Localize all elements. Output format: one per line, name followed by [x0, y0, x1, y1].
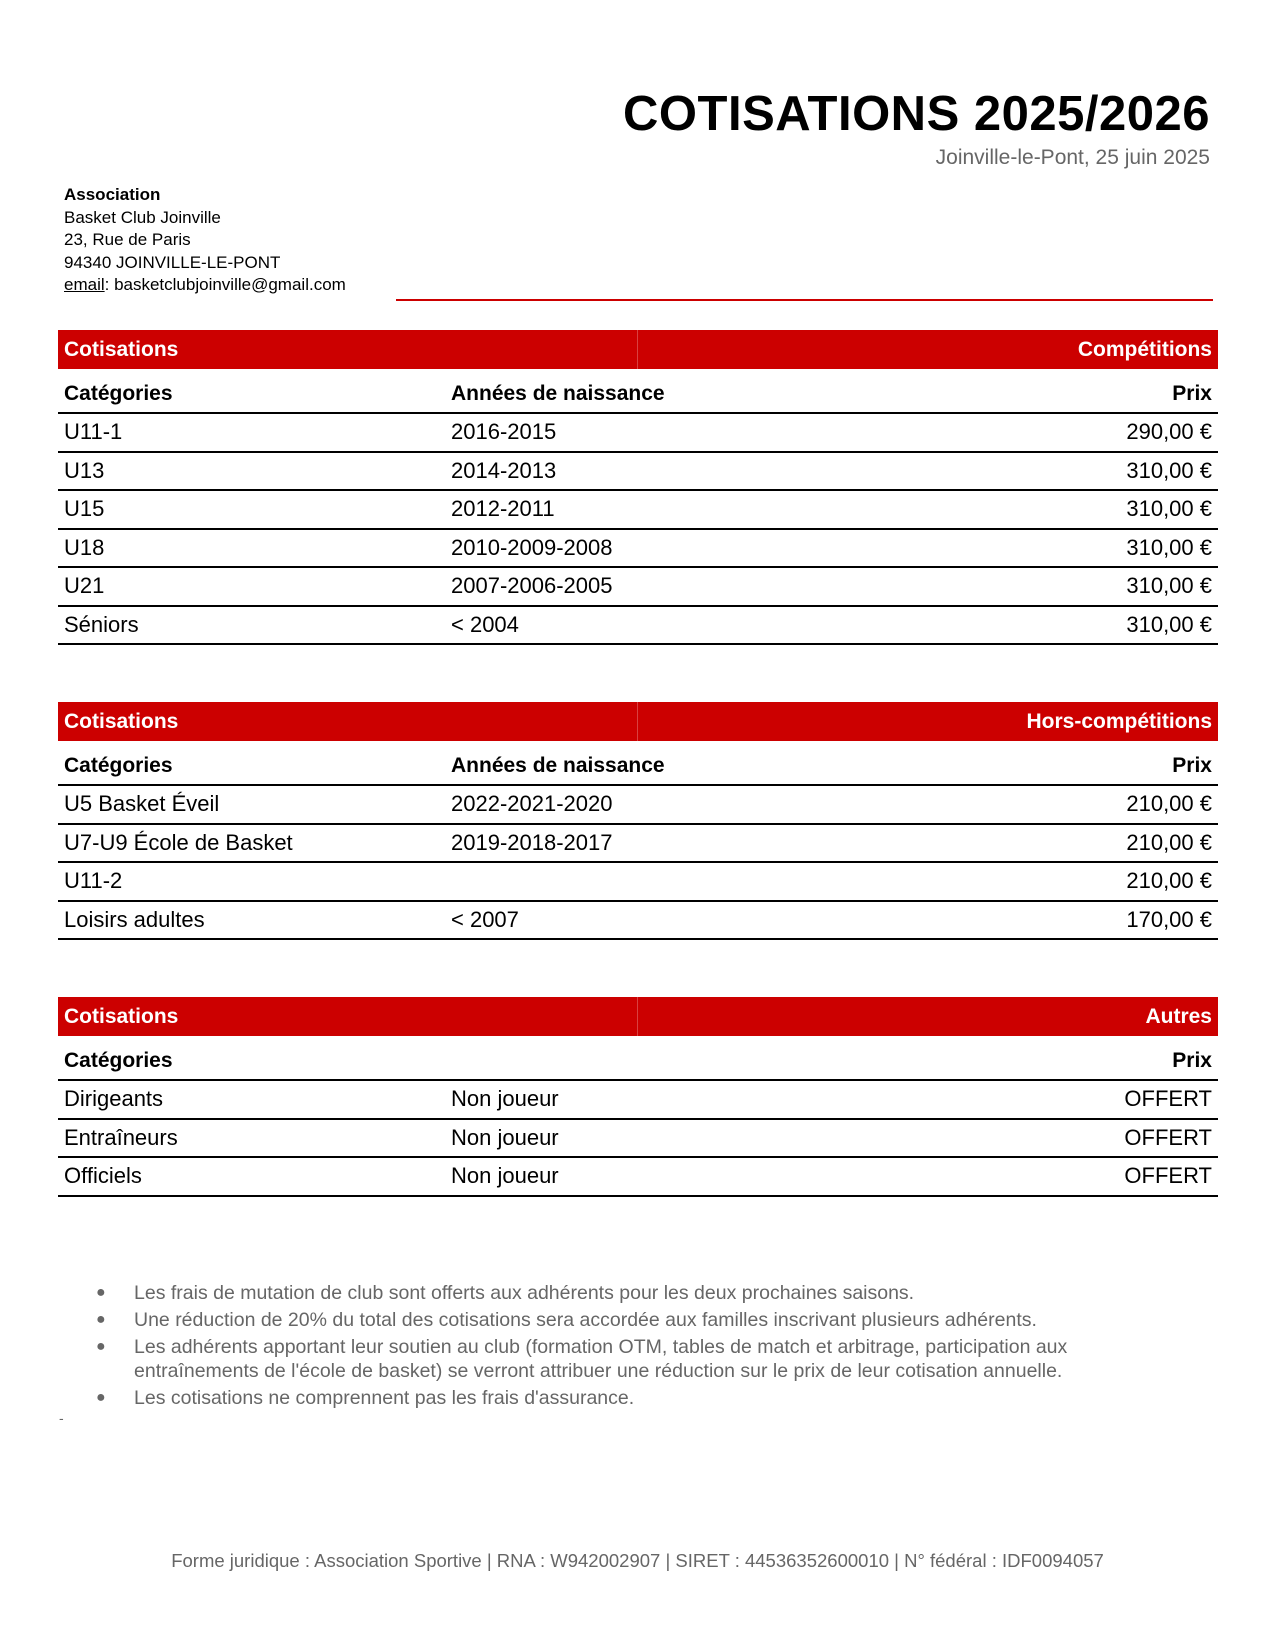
band-right-label: Hors-compétitions — [1026, 709, 1212, 733]
table-row — [58, 414, 1218, 453]
category-cell: U5 Basket Éveil — [64, 791, 220, 817]
header-birth-years: Années de naissance — [451, 381, 665, 405]
table-row — [58, 1120, 1218, 1159]
table-header-row — [58, 741, 1218, 786]
address-city: 94340 JOINVILLE-LE-PONT — [64, 252, 281, 272]
legal-footer: Forme juridique : Association Sportive | RNA : W942002907 | SIRET : 44536352600010 | N° fédéral : IDF0094057 — [171, 1550, 1104, 1571]
table-row — [58, 863, 1218, 902]
role-cell: Non joueur — [451, 1163, 559, 1189]
birth-years-cell: 2014-2013 — [451, 457, 557, 483]
table-header-row — [58, 1036, 1218, 1081]
header-categories: Catégories — [64, 1048, 173, 1072]
birth-years-cell: 2010-2009-2008 — [451, 534, 613, 560]
band-right-label: Compétitions — [1077, 337, 1212, 361]
list-item — [96, 1386, 1186, 1410]
place-date: Joinville-le-Pont, 25 juin 2025 — [935, 146, 1210, 169]
price-cell: 210,00 € — [1126, 868, 1212, 894]
bullet-icon: ● — [96, 1284, 106, 1301]
table-row — [58, 491, 1218, 530]
category-cell: U15 — [64, 496, 105, 522]
bullet-icon: ● — [96, 1311, 106, 1328]
section-band — [58, 330, 1218, 369]
price-cell: 310,00 € — [1126, 534, 1212, 560]
birth-years-cell: < 2007 — [451, 906, 519, 932]
header-categories: Catégories — [64, 381, 173, 405]
category-cell: U18 — [64, 534, 105, 560]
category-cell: U21 — [64, 573, 105, 599]
table-row — [58, 786, 1218, 825]
table-row — [58, 530, 1218, 569]
header-price: Prix — [1172, 381, 1212, 405]
band-left-label: Cotisations — [64, 709, 179, 733]
role-cell: Non joueur — [451, 1124, 559, 1150]
address-email — [64, 274, 346, 297]
document-title: COTISATIONS 2025/2026 — [623, 87, 1210, 141]
email-label: email — [64, 275, 105, 294]
birth-years-cell: 2016-2015 — [451, 419, 557, 445]
table-row — [58, 902, 1218, 941]
list-item — [96, 1335, 1186, 1383]
header-divider — [396, 299, 1213, 301]
price-cell: 290,00 € — [1126, 419, 1212, 445]
price-cell: 310,00 € — [1126, 573, 1212, 599]
band-left-label: Cotisations — [64, 1004, 179, 1028]
category-cell: U7-U9 École de Basket — [64, 829, 293, 855]
address-street: 23, Rue de Paris — [64, 230, 191, 249]
category-cell: U11-1 — [64, 419, 123, 445]
note-text: Les frais de mutation de club sont offerts aux adhérents pour les deux prochaines saisons. — [134, 1282, 915, 1304]
header-price: Prix — [1172, 753, 1212, 777]
notes-list — [96, 1281, 1186, 1413]
header-categories: Catégories — [64, 753, 173, 777]
category-cell: Séniors — [64, 611, 139, 637]
category-cell: Dirigeants — [64, 1086, 164, 1112]
list-item — [96, 1308, 1186, 1332]
birth-years-cell: < 2004 — [451, 611, 519, 637]
email-value: : basketclubjoinville@gmail.com — [104, 275, 346, 294]
category-cell: U11-2 — [64, 868, 123, 894]
stray-dash: - — [59, 1410, 64, 1426]
price-cell: OFFERT — [1124, 1163, 1212, 1189]
note-text: Les adhérents apportant leur soutien au club (formation OTM, tables de match et arbitrage, participation aux entraînements de l'école de basket) se verront attribuer une réduction sur le prix de leur cotisation annuelle. — [134, 1336, 1068, 1382]
section-competitions — [58, 330, 1218, 645]
header-birth-years: Années de naissance — [451, 753, 665, 777]
note-text: Une réduction de 20% du total des cotisations sera accordée aux familles inscrivant plusieurs adhérents. — [134, 1309, 1037, 1331]
price-cell: 210,00 € — [1126, 791, 1212, 817]
section-autres — [58, 997, 1218, 1197]
price-cell: 170,00 € — [1126, 906, 1212, 932]
bullet-icon: ● — [96, 1389, 106, 1406]
birth-years-cell: 2019-2018-2017 — [451, 829, 613, 855]
price-cell: OFFERT — [1124, 1124, 1212, 1150]
association-address — [64, 184, 346, 297]
table-row — [58, 453, 1218, 492]
price-cell: OFFERT — [1124, 1086, 1212, 1112]
table-row — [58, 607, 1218, 646]
section-band — [58, 997, 1218, 1036]
address-org-label: Association — [64, 185, 161, 204]
birth-years-cell: 2022-2021-2020 — [451, 791, 613, 817]
price-cell: 210,00 € — [1126, 829, 1212, 855]
bullet-icon: ● — [96, 1338, 106, 1355]
category-cell: U13 — [64, 457, 105, 483]
category-cell: Entraîneurs — [64, 1124, 178, 1150]
table-row — [58, 1081, 1218, 1120]
birth-years-cell: 2012-2011 — [451, 496, 555, 522]
section-band — [58, 702, 1218, 741]
note-text: Les cotisations ne comprennent pas les frais d'assurance. — [134, 1387, 635, 1409]
header-price: Prix — [1172, 1048, 1212, 1072]
category-cell: Officiels — [64, 1163, 142, 1189]
price-cell: 310,00 € — [1126, 611, 1212, 637]
table-header-row — [58, 369, 1218, 414]
band-right-label: Autres — [1145, 1004, 1212, 1028]
birth-years-cell: 2007-2006-2005 — [451, 573, 613, 599]
category-cell: Loisirs adultes — [64, 906, 205, 932]
section-hors-competitions — [58, 702, 1218, 940]
table-row — [58, 568, 1218, 607]
address-name: Basket Club Joinville — [64, 207, 221, 227]
role-cell: Non joueur — [451, 1086, 559, 1112]
table-row — [58, 1158, 1218, 1197]
price-cell: 310,00 € — [1126, 496, 1212, 522]
table-row — [58, 825, 1218, 864]
band-left-label: Cotisations — [64, 337, 179, 361]
price-cell: 310,00 € — [1126, 457, 1212, 483]
list-item — [96, 1281, 1186, 1305]
